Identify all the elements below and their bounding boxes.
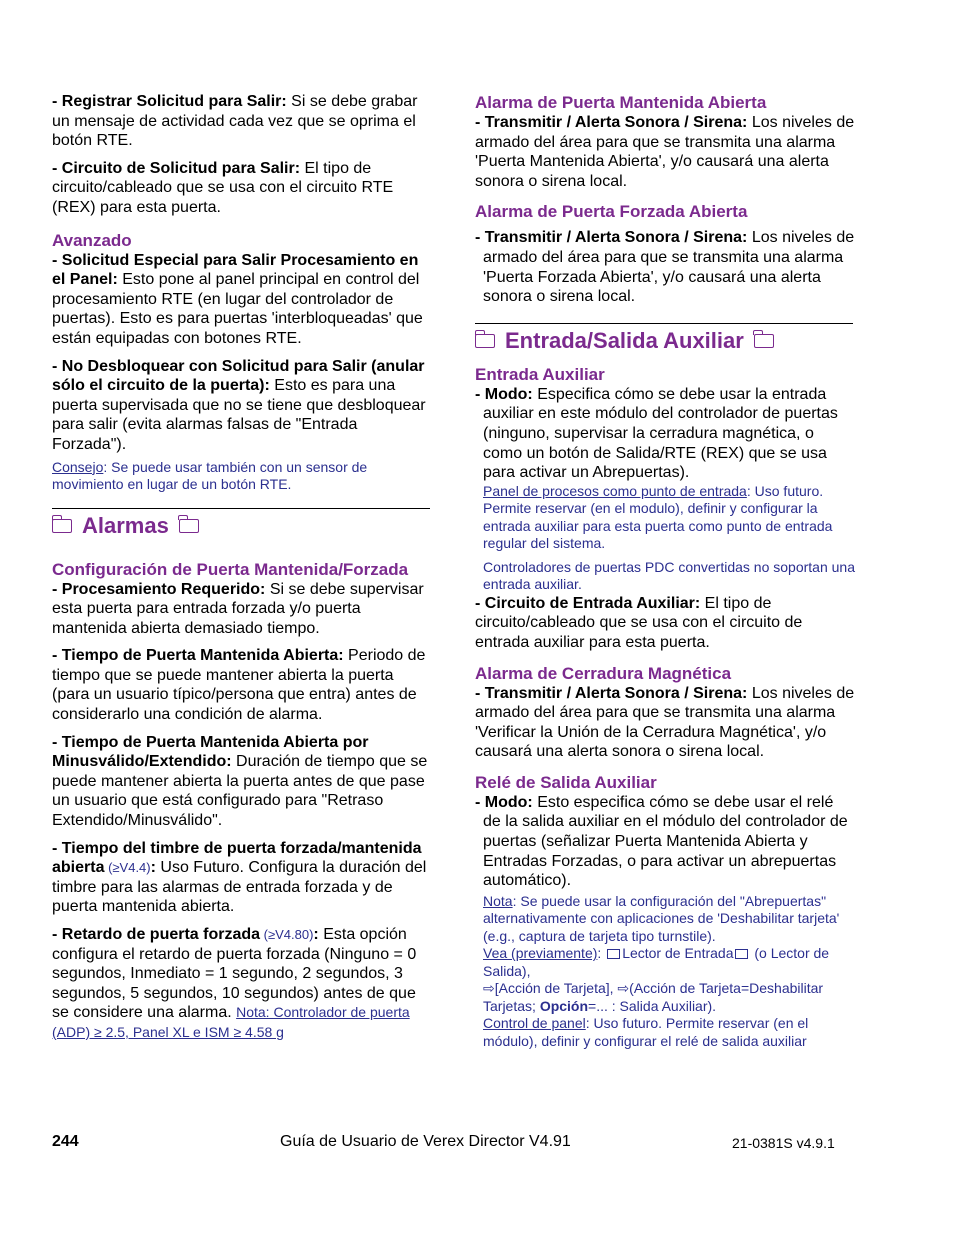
note-link[interactable]: Panel de procesos como punto de entrada	[483, 482, 747, 499]
section-title: Entrada/Salida Auxiliar	[505, 327, 744, 353]
item-text: Esta opción configura el retardo de puerta forzada (Ninguno = 0 segundos, Inmediato = 1 segundo, 2 segundos, 3 segundos, 5 segundos, 10 segundos) antes de que se considere una alarma.	[52, 926, 417, 1022]
note-text: (o Lector de Salida),	[483, 945, 830, 979]
note-link[interactable]: Control de panel	[483, 1015, 586, 1032]
note-text: Lector de Entrada	[622, 945, 734, 962]
item-label: - Transmitir / Alerta Sonora / Sirena:	[475, 114, 748, 131]
item-text: Los niveles de armado del área para que se transmita una alarma 'Verificar la Unión de la Cerradura Magnética', y/o causará una alerta sonora o sirena local.	[475, 684, 855, 761]
tip-label[interactable]: Consejo	[52, 458, 104, 475]
left-column	[52, 92, 430, 1051]
note-text: =... : Salida Auxiliar).	[588, 997, 717, 1014]
note	[475, 483, 855, 553]
item-text: Los niveles de armado del área para que se transmita una alarma 'Puerta Mantenida Abierta', y/o causará una alerta sonora o sirena local.	[475, 114, 855, 190]
section-heading-aux-in: Entrada Auxiliar	[475, 364, 605, 384]
footer-title: Guía de Usuario de Verex Director V4.91	[280, 1133, 571, 1150]
paragraph	[52, 580, 430, 639]
paragraph	[52, 92, 430, 151]
paragraph	[52, 251, 430, 349]
note-link[interactable]: Nota: Controlador de puerta (ADP) ≥ 2.5, Panel XL e ISM ≥ 4.58 g	[52, 1004, 410, 1040]
paragraph	[52, 646, 430, 724]
paragraph	[475, 684, 855, 762]
item-label: - Registrar Solicitud para Salir:	[52, 93, 287, 110]
item-text: El tipo de circuito/cableado que se usa con el circuito RTE (REX) para esta puerta.	[52, 159, 394, 216]
paragraph	[475, 385, 855, 483]
paragraph	[52, 925, 430, 1043]
item-label: - Transmitir / Alerta Sonora / Sirena:	[475, 229, 748, 247]
item-label: - Circuito de Solicitud para Salir:	[52, 159, 301, 177]
item-text: Esto es para una puerta supervisada que no se tiene que desbloquear para salir (evita alarmas falsas de "Entrada Forzada").	[52, 377, 426, 453]
item-text: Los niveles de armado del área para que se transmita una alarma 'Puerta Forzada Abierta', y/o causará una alerta sonora o sirena local.	[483, 229, 855, 306]
item-label: - Procesamiento Requerido:	[52, 580, 266, 598]
item-text: Esto pone al panel principal en control del procesamiento RTE (en lugar del controlador de puertas). Esto es para puertas 'interbloqueadas' que están equipadas con botones RTE.	[52, 271, 423, 347]
note	[475, 1015, 855, 1050]
paragraph	[52, 839, 430, 917]
section-header-alarmas	[52, 508, 430, 539]
section-heading-relay: Relé de Salida Auxiliar	[475, 772, 657, 792]
item-label: - Tiempo de Puerta Mantenida Abierta por Minusválido/Extendido:	[52, 733, 369, 771]
item-label: - Solicitud Especial para Salir Procesamiento en el Panel:	[52, 251, 419, 289]
right-column	[475, 92, 855, 1050]
folder-icon	[475, 334, 495, 348]
version-tag: (≥V4.4)	[104, 860, 151, 876]
folder-icon	[52, 519, 72, 533]
section-header-aux	[475, 323, 853, 354]
paragraph	[475, 594, 855, 653]
section-heading-held: Alarma de Puerta Mantenida Abierta	[475, 93, 767, 112]
section-title: Alarmas	[82, 512, 169, 538]
see-also-link[interactable]: Vea (previamente)	[483, 945, 598, 962]
tip-note	[52, 459, 430, 494]
folder-icon	[607, 949, 620, 959]
note-text: : Se puede usar la configuración del "Abrepuertas" alternativamente con aplicaciones de 'Deshabilitar tarjeta' (e.g., captura de tarjeta tipo turnstile).	[483, 892, 840, 944]
section-heading-config: Configuración de Puerta Mantenida/Forzada	[52, 559, 409, 579]
note-text: : Uso futuro. Permite reservar (en el módulo), definir y configurar el relé de salida auxiliar	[483, 1015, 809, 1049]
item-text: Duración de tiempo que se puede mantener abierta la puerta antes de que pase un usuario que está configurado para "Retraso Extendido/Minusválido".	[52, 753, 428, 830]
item-label: - No Desbloquear con Solicitud para Salir (anular sólo el circuito de la puerta):	[52, 357, 425, 395]
item-label: - Modo:	[475, 385, 533, 403]
item-text: Si se debe grabar un mensaje de actividad cada vez que se oprima el botón RTE.	[52, 93, 418, 150]
item-colon: :	[313, 926, 319, 943]
doc-code: 21-0381S v4.9.1	[732, 1135, 835, 1151]
section-heading-mag: Alarma de Cerradura Magnética	[475, 663, 732, 683]
item-label: - Tiempo del timbre de puerta forzada/mantenida abierta	[52, 839, 422, 877]
note	[475, 893, 855, 946]
item-label: - Circuito de Entrada Auxiliar:	[475, 594, 701, 612]
page-number	[52, 1133, 79, 1151]
note-text: ⇨[Acción de Tarjeta], ⇨(Acción de Tarjeta=Deshabilitar Tarjetas;	[483, 980, 824, 1014]
item-text: El tipo de circuito/cableado que se usa con el circuito de entrada auxiliar para esta puerta.	[475, 594, 803, 651]
folder-icon	[179, 519, 199, 533]
item-colon: :	[150, 859, 156, 877]
paragraph	[52, 357, 430, 455]
folder-icon	[735, 949, 748, 959]
item-label: - Retardo de puerta forzada	[52, 926, 261, 943]
paragraph	[475, 113, 855, 191]
item-text: Uso Futuro. Configura la duración del timbre para las alarmas de entrada forzada y de puerta mantenida abierta.	[52, 859, 427, 916]
page-number-text: 244	[52, 1133, 79, 1150]
note-text: : Uso futuro. Permite reservar (en el modulo), definir y configurar la entrada auxiliar para esta puerta como punto de entrada regular del sistema.	[483, 482, 833, 552]
item-label: - Tiempo de Puerta Mantenida Abierta:	[52, 647, 344, 665]
item-label: - Modo:	[475, 793, 533, 811]
paragraph	[475, 793, 855, 891]
item-label: - Transmitir / Alerta Sonora / Sirena:	[475, 684, 748, 702]
item-text: Periodo de tiempo que se puede mantener abierta la puerta (para un usuario típico/persona que entra) antes de considerarlo una condición de alarma.	[52, 647, 426, 724]
note: Controladores de puertas PDC convertidas no soportan una entrada auxiliar.	[483, 558, 855, 593]
paragraph	[475, 228, 855, 306]
section-heading-forced: Alarma de Puerta Forzada Abierta	[475, 202, 748, 222]
paragraph	[52, 159, 430, 218]
paragraph	[52, 733, 430, 831]
item-text: Si se debe supervisar esta puerta para entrada forzada y/o puerta mantenida abierta demasiado tiempo.	[52, 580, 424, 637]
tip-text: : Se puede usar también con un sensor de movimiento en lugar de un botón RTE.	[52, 458, 368, 492]
note-bold: Opción	[539, 997, 589, 1014]
see-also-note	[475, 945, 855, 1015]
item-text: Especifica cómo se debe usar la entrada auxiliar en este módulo del controlador de puertas (ninguno, supervisar la cerradura magnética, o como un botón de Salida/RTE (REX) que se usa para activar un Abrepuertas).	[483, 385, 838, 482]
note-text: :	[597, 945, 606, 962]
section-heading-avanzado: Avanzado	[52, 230, 132, 250]
folder-icon	[754, 334, 774, 348]
item-text: Esto especifica cómo se debe usar el relé de la salida auxiliar en el módulo del controlador de puertas (señalizar Puerta Mantenida Abierta y Entradas Forzadas, o para activar un abrepuertas automático).	[483, 793, 848, 890]
note-link[interactable]: Nota	[483, 892, 513, 909]
version-tag: (≥V4.80)	[260, 927, 314, 942]
